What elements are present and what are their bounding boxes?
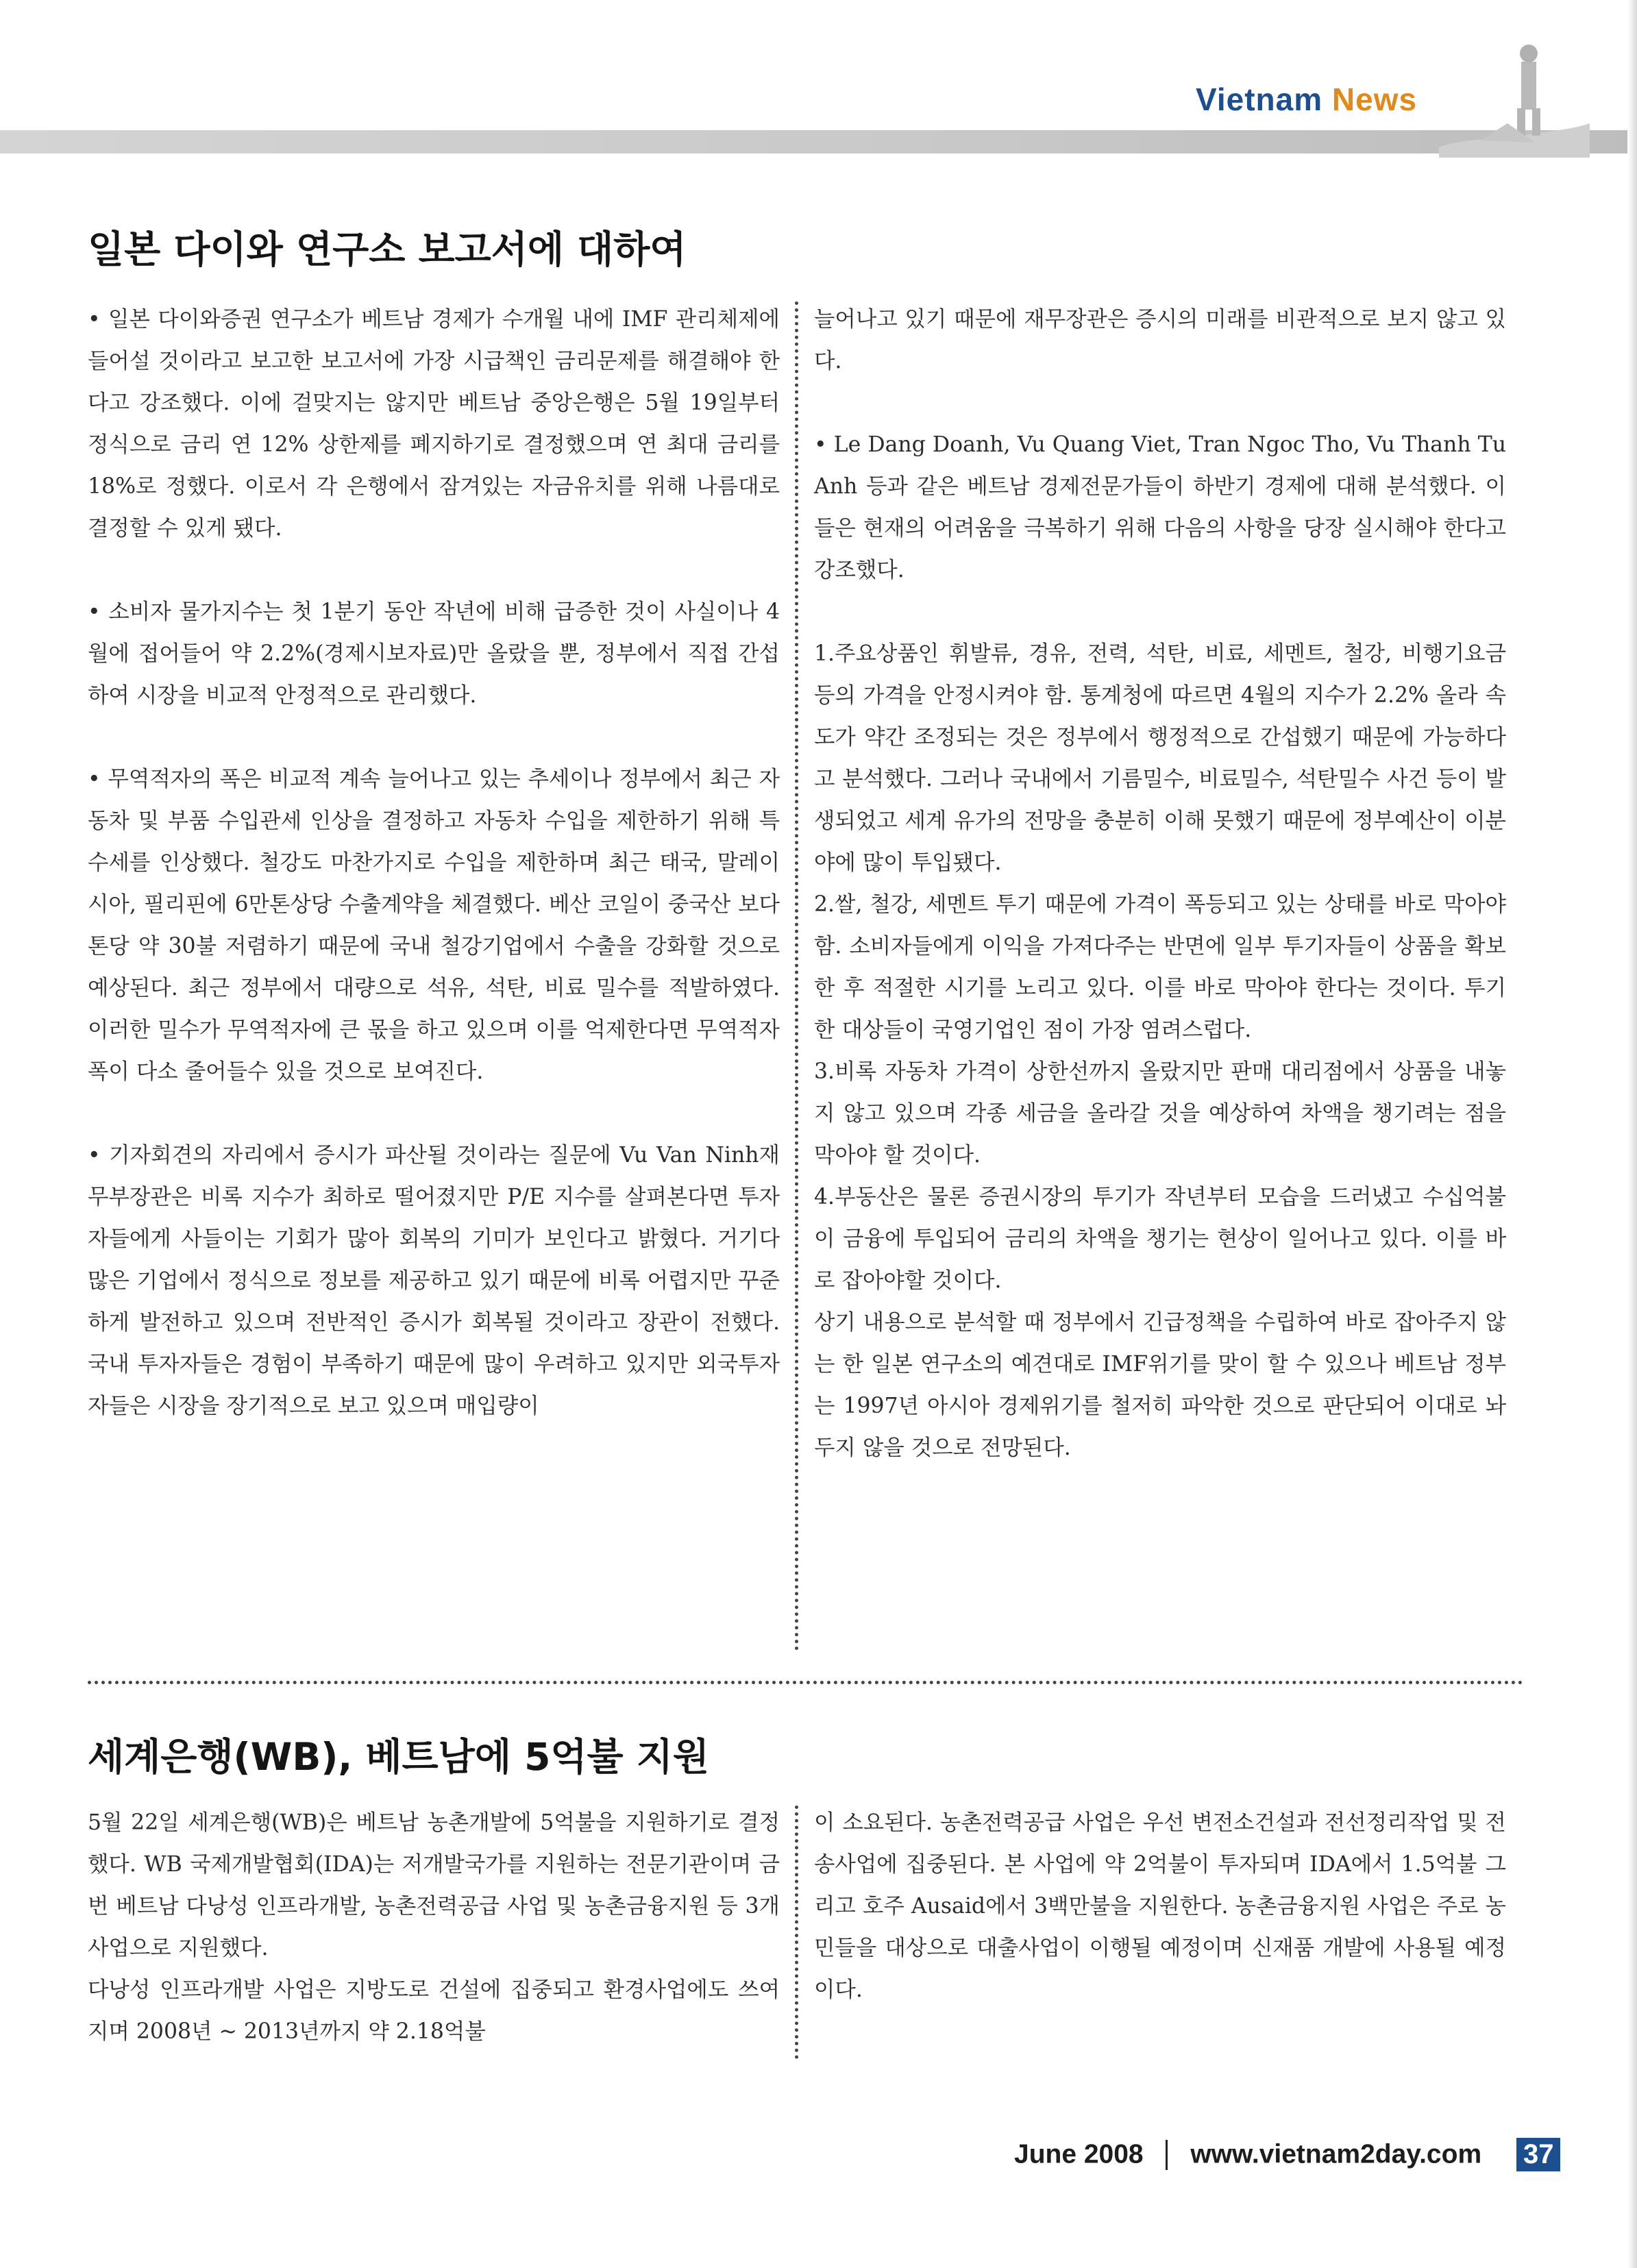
article1-list-item: 1.주요상품인 휘발류, 경유, 전력, 석탄, 비료, 세멘트, 철강, 비행기요금 등의 가격을 안정시켜야 함. 통계청에 따르면 4월의 지수가 2.2% 올라 속도가 약간 조정되는 것은 정부에서 행정적으로 간섭했기 때문에 가능하다고 분석했다. 그러나 국내에서 기름밀수, 비료밀수, 석탄밀수 사건 등이 발생되었고 세계 유가의 전망을 충분히 이해 못했기 때문에 정부예산이 이분야에 많이 투입됐다. <box>814 641 1506 875</box>
column-divider <box>795 301 798 1651</box>
header-band <box>0 130 1637 153</box>
page-number: 37 <box>1516 2138 1561 2171</box>
website-link[interactable]: www.vietnam2day.com <box>1190 2139 1482 2169</box>
article1-left-column <box>88 299 780 1427</box>
article2-paragraph: 5월 22일 세계은행(WB)은 베트남 농촌개발에 5억불을 지원하기로 결정했다. WB 국제개발협회(IDA)는 저개발국가를 지원하는 전문기관이며 금번 베트남 다낭성 인프라개발, 농촌전력공급 사업 및 농촌금융지원 등 3개 사업으로 지원했다. <box>88 1810 780 1960</box>
article1-paragraph: • 소비자 물가지수는 첫 1분기 동안 작년에 비해 급증한 것이 사실이나 4월에 접어들어 약 2.2%(경제시보자료)만 올랐을 뿐, 정부에서 직접 간섭하여 시장을 비교적 안정적으로 관리했다. <box>88 600 780 708</box>
article1-list-item: 2.쌀, 철강, 세멘트 투기 때문에 가격이 폭등되고 있는 상태를 바로 막아야 함. 소비자들에게 이익을 가져다주는 반면에 일부 투기자들이 상품을 확보한 후 적절한 시기를 노리고 있다. 이를 바로 막아야 한다는 것이다. 투기한 대상들이 국영기업인 점이 가장 염려스럽다. <box>814 892 1506 1042</box>
article1-list-item: 3.비록 자동차 가격이 상한선까지 올랐지만 판매 대리점에서 상품을 내놓지 않고 있으며 각종 세금을 올라갈 것을 예상하여 차액을 챙기려는 점을 막아야 할 것이다. <box>814 1059 1506 1168</box>
article1-paragraph: 늘어나고 있기 때문에 재무장관은 증시의 미래를 비관적으로 보지 않고 있다. <box>814 307 1506 373</box>
section-divider <box>88 1681 1523 1684</box>
article1-paragraph: • Le Dang Doanh, Vu Quang Viet, Tran Ngoc Tho, Vu Thanh Tu Anh 등과 같은 베트남 경제전문가들이 하반기 경제에 대해 분석했다. 이들은 현재의 어려움을 극복하기 위해 다음의 사항을 당장 실시해야 한다고 강조했다. <box>814 432 1506 582</box>
column-divider <box>795 1805 798 2059</box>
brand-word-news: News <box>1331 82 1418 117</box>
magazine-brand <box>1196 81 1417 118</box>
issue-date: June 2008 <box>1014 2139 1144 2169</box>
article1-list-item: 4.부동산은 물론 증권시장의 투기가 작년부터 모습을 드러냈고 수십억불이 금융에 투입되어 금리의 차액을 챙기는 현상이 일어나고 있다. 이를 바로 잡아야할 것이다. <box>814 1185 1506 1293</box>
header-figure-icon <box>1439 21 1590 158</box>
article1-title: 일본 다이와 연구소 보고서에 대하여 <box>88 227 687 271</box>
article1-paragraph: • 무역적자의 폭은 비교적 계속 늘어나고 있는 추세이나 정부에서 최근 자동차 및 부품 수입관세 인상을 결정하고 자동차 수입을 제한하기 위해 특수세를 인상했다. 철강도 마찬가지로 수입을 제한하며 최근 태국, 말레이시아, 필리핀에 6만톤상당 수출계약을 체결했다. 베산 코일이 중국산 보다 톤당 약 30불 저렴하기 때문에 국내 철강기업에서 수출을 강화할 것으로 예상된다. 최근 정부에서 대량으로 석유, 석탄, 비료 밀수를 적발하였다. 이러한 밀수가 무역적자에 큰 몫을 하고 있으며 이를 억제한다면 무역적자 폭이 다소 줄어들수 있을 것으로 보여진다. <box>88 767 780 1084</box>
brand-word-vietnam: Vietnam <box>1196 82 1323 117</box>
footer-separator <box>1166 2140 1168 2170</box>
article1-conclusion: 상기 내용으로 분석할 때 정부에서 긴급정책을 수립하여 바로 잡아주지 않는 한 일본 연구소의 예견대로 IMF위기를 맞이 할 수 있으나 베트남 정부는 1997년 아시아 경제위기를 철저히 파악한 것으로 판단되어 이대로 놔두지 않을 것으로 전망된다. <box>814 1310 1506 1460</box>
article2-paragraph: 다낭성 인프라개발 사업은 지방도로 건설에 집중되고 환경사업에도 쓰여지며 2008년 ~ 2013년까지 약 2.18억불 <box>88 1977 780 2044</box>
article1-right-column <box>814 299 1506 1469</box>
article2-left-column <box>88 1802 780 2053</box>
article1-paragraph: • 기자회견의 자리에서 증시가 파산될 것이라는 질문에 Vu Van Ninh재무부장관은 비록 지수가 최하로 떨어졌지만 P/E 지수를 살펴본다면 투자자들에게 사들이는 기회가 많아 회복의 기미가 보인다고 밝혔다. 거기다 많은 기업에서 정식으로 정보를 제공하고 있기 때문에 비록 어렵지만 꾸준하게 발전하고 있으며 전반적인 증시가 회복될 것이라고 장관이 전했다. 국내 투자자들은 경험이 부족하기 때문에 많이 우려하고 있지만 외국투자자들은 시장을 장기적으로 보고 있으며 매입량이 <box>88 1143 780 1418</box>
article2-right-column <box>814 1802 1506 2011</box>
page-edge-shadow <box>1627 0 1637 2268</box>
article2-title: 세계은행(WB), 베트남에 5억불 지원 <box>88 1735 710 1779</box>
article2-paragraph: 이 소요된다. 농촌전력공급 사업은 우선 변전소건설과 전선정리작업 및 전송사업에 집중된다. 본 사업에 약 2억불이 투자되며 IDA에서 1.5억불 그리고 호주 Ausaid에서 3백만불을 지원한다. 농촌금융지원 사업은 주로 농민들을 대상으로 대출사업이 이행될 예정이며 신재품 개발에 사용될 예정이다. <box>814 1810 1506 2002</box>
page-footer <box>1014 2138 1560 2179</box>
article1-paragraph: • 일본 다이와증권 연구소가 베트남 경제가 수개월 내에 IMF 관리체제에 들어설 것이라고 보고한 보고서에 가장 시급책인 금리문제를 해결해야 한다고 강조했다. 이에 걸맞지는 않지만 베트남 중앙은행은 5월 19일부터 정식으로 금리 연 12% 상한제를 폐지하기로 결정했으며 연 최대 금리를 18%로 정했다. 이로서 각 은행에서 잠겨있는 자금유치를 위해 나름대로 결정할 수 있게 됐다. <box>88 307 780 541</box>
